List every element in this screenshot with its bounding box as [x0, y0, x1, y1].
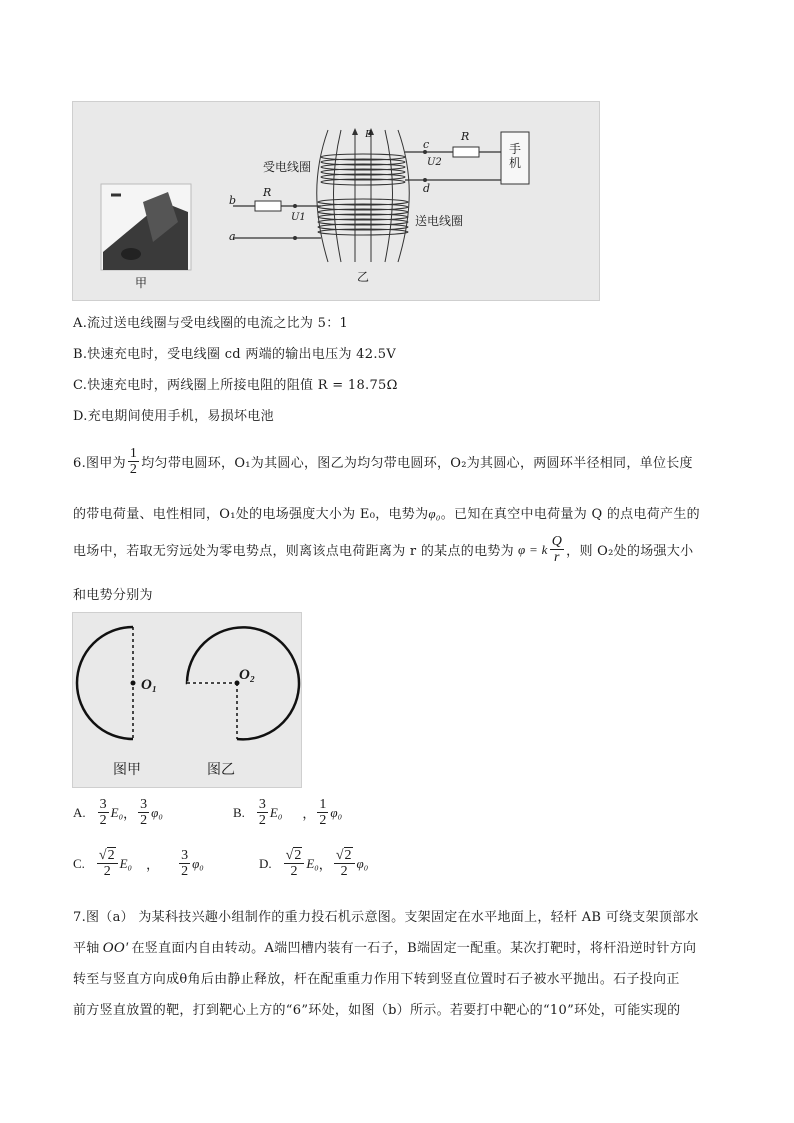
q6-option-b: [233, 797, 342, 828]
q6-option-d: [259, 848, 368, 879]
label-B: B: [365, 128, 372, 140]
rings-diagram: [73, 613, 301, 787]
q6-l3-pre: 电场中，若取无穷远处为零电势点，则离该点电荷距离为 r 的某点的电势为: [73, 544, 514, 559]
label-jia: 甲: [135, 276, 148, 290]
q5-option-b: B.快速充电时，受电线圈 cd 两端的输出电压为 42.5V: [73, 347, 397, 362]
q6-opt-a-label: A.: [73, 804, 86, 820]
label-O2: O₂: [239, 667, 256, 683]
q6-opt-b-sep: ，: [302, 807, 316, 822]
q6-half-num: 1: [129, 446, 138, 461]
q7-line-4: 前方竖直放置的靶，打到靶心上方的“6”环处，如图（b）所示。若要打中靶心的“10”环处，可能实现的: [73, 1003, 681, 1018]
resistor-left: [255, 201, 281, 211]
q6-l2-post: 。已知在真空中电荷量为 Q 的点电荷产生的: [440, 507, 700, 522]
q6-l1-post: 均匀带电圆环，O₁为其圆心，图乙为均匀带电圆环，O₂为其圆心，两圆环半径相同，单位长度: [141, 456, 693, 471]
q6-opt-c-label: C.: [73, 855, 85, 871]
q6-opt-c-e-den: 2: [103, 864, 111, 879]
q6-line-2: [73, 503, 700, 522]
q5-option-c: C.快速充电时，两线圈上所接电阻的阻值 R = 18.75Ω: [73, 378, 398, 393]
q7-line-3: 转至与竖直方向成θ角后由静止释放，杆在配重重力作用下转到竖直位置时石子被水平抛出。石子投向正: [73, 972, 680, 987]
q6-opt-a-sep: ，: [123, 807, 137, 822]
label-c: c: [423, 138, 430, 151]
q6-opt-c-e-num: √2: [97, 848, 118, 864]
q6-half-den: 2: [129, 462, 138, 477]
label-R-left: R: [263, 186, 272, 199]
q6-opt-d-p-den: 2: [340, 864, 348, 879]
q6-opt-d-e-sym: E₀: [306, 855, 319, 871]
q7-axis: OO′: [102, 940, 129, 956]
label-receive-coil: 受电线圈: [263, 160, 312, 174]
q6-option-c: [73, 848, 204, 879]
label-a: a: [229, 230, 236, 243]
label-send-coil: 送电线圈: [415, 214, 464, 228]
q6-l1-pre: 6.图甲为: [73, 456, 126, 471]
q6-opt-d-p-sym: φ₀: [356, 855, 369, 871]
q6-formula-den: r: [554, 550, 560, 565]
label-phone: 手机: [509, 142, 522, 170]
q6-line-1: [73, 446, 693, 477]
label-yi: 乙: [357, 270, 370, 284]
resistor-right: [453, 147, 479, 157]
half-ring: [77, 627, 133, 739]
q6-opt-b-p-frac: [317, 797, 328, 828]
label-O1: O₁: [141, 677, 158, 693]
q6-opt-b-p-den: 2: [319, 813, 327, 828]
q6-l2-pre: 的带电荷量、电性相同，O₁处的电场强度大小为 E₀，电势为: [73, 507, 429, 522]
q6-formula-num: Q: [551, 534, 563, 549]
q6-opt-d-label: D.: [259, 855, 272, 871]
q7-line-2: [73, 937, 696, 957]
label-U2: U2: [427, 157, 442, 168]
q7-l2-pre: 平轴: [73, 941, 100, 956]
q7-l2-post: 在竖直面内自由转动。A端凹槽内装有一石子，B端固定一配重。某次打靶时，将杆沿逆时针方向: [131, 941, 697, 956]
q6-opt-b-p-sym: φ₀: [330, 804, 343, 820]
q6-half-fraction: [128, 446, 139, 477]
q6-opt-c-sep: ，: [146, 858, 160, 873]
q6-opt-d-p-num: √2: [334, 848, 355, 864]
q6-opt-a-e-num: 3: [99, 797, 107, 812]
q6-opt-c-p-sym: φ₀: [192, 855, 204, 871]
q6-opt-b-p-num: 1: [319, 797, 327, 812]
q6-opt-a-e-frac: [98, 797, 109, 828]
q6-opt-b-e-den: 2: [258, 813, 266, 828]
label-d: d: [423, 182, 431, 195]
label-b: b: [229, 194, 237, 207]
q6-line-4: 和电势分别为: [73, 588, 153, 603]
q6-opt-a-p-sym: φ₀: [151, 804, 163, 820]
q6-opt-a-p-num: 3: [140, 797, 148, 812]
q6-opt-a-e-sym: E₀: [110, 804, 124, 820]
q6-opt-b-e-sym: E₀: [269, 804, 283, 820]
q6-opt-a-p-frac: [138, 797, 149, 828]
q6-opt-b-e-num: 3: [258, 797, 266, 812]
q7-line-1: 7.图（a） 为某科技兴趣小组制作的重力投石机示意图。支架固定在水平地面上，轻杆 AB 可绕支架顶部水: [73, 910, 699, 925]
field-lines: [317, 130, 410, 262]
q6-opt-b-label: B.: [233, 804, 245, 820]
q6-opt-c-e-frac: [97, 848, 118, 879]
figure-rings: [72, 612, 302, 788]
figure-coils: [72, 101, 600, 301]
label-R-right: R: [461, 130, 470, 143]
q6-opt-c-e-sym: E₀: [119, 855, 133, 871]
q6-opt-c-p-frac: [179, 848, 190, 879]
coil-diagram: [73, 102, 599, 300]
q6-line-3: [73, 534, 693, 565]
q6-phi0: φ₀: [428, 506, 441, 521]
q6-opt-a-e-den: 2: [99, 813, 107, 828]
q6-opt-c-p-den: 2: [181, 864, 189, 879]
q6-opt-c-p-num: 3: [181, 848, 189, 863]
q6-l3-post: ，则 O₂处的场强大小: [566, 544, 694, 559]
q6-formula-fraction: [550, 534, 564, 565]
q6-opt-d-e-num: √2: [284, 848, 305, 864]
q6-opt-d-p-rad: 2: [344, 848, 352, 863]
q6-formula-lhs: φ = k: [517, 541, 548, 557]
q6-option-a: [73, 797, 163, 828]
q6-opt-d-e-rad: 2: [294, 848, 302, 863]
q6-opt-b-e-frac: [257, 797, 268, 828]
q6-opt-d-p-frac: [334, 848, 355, 879]
q6-opt-c-e-rad: 2: [107, 848, 115, 863]
q5-option-a: A.流过送电线圈与受电线圈的电流之比为 5：1: [73, 316, 349, 331]
label-U1: U1: [291, 212, 306, 223]
q6-opt-d-e-frac: [284, 848, 305, 879]
q6-opt-d-e-den: 2: [290, 864, 298, 879]
label-fig-yi: 图乙: [207, 762, 235, 778]
send-coil: [318, 199, 408, 235]
q6-opt-a-p-den: 2: [140, 813, 148, 828]
label-fig-jia: 图甲: [113, 762, 141, 778]
q5-option-d: D.充电期间使用手机，易损坏电池: [73, 409, 274, 424]
q6-opt-d-sep: ，: [318, 858, 332, 873]
